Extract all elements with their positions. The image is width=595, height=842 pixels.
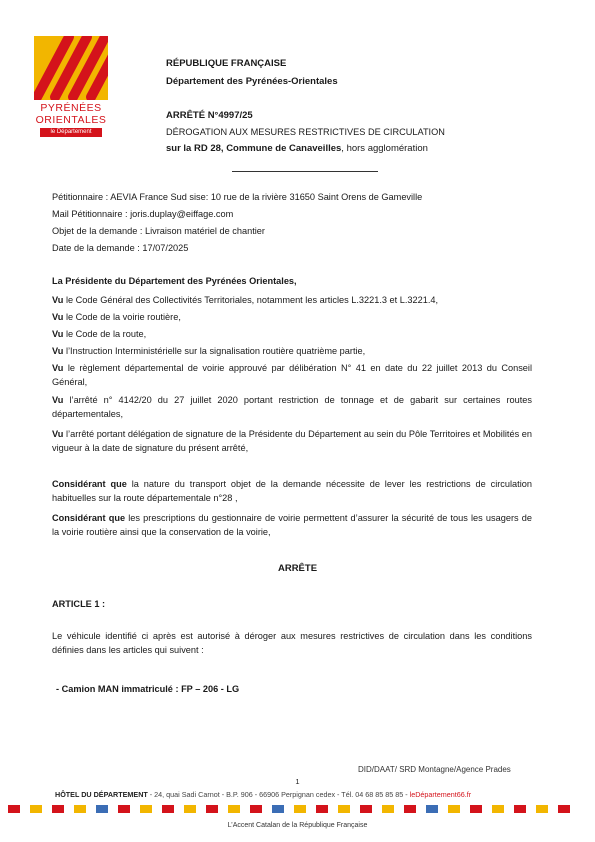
subject-line1: DÉROGATION AUX MESURES RESTRICTIVES DE CIRCULATION [166, 127, 445, 137]
vu-item: Vu l’arrêté portant délégation de signature de la Présidente du Département au sein du Pôle Territoires et Mobilités en vigueur à la date de signature du présent arrêté, [52, 429, 532, 453]
footer-address-text: - 24, quai Sadi Carnot - B.P. 906 - 66906 Perpignan cedex - Tél. 04 68 85 85 85 - [147, 790, 410, 799]
vu-item: Vu le règlement départemental de voirie approuvé par délibération N° 41 en date du 22 juillet 2013 du Conseil Général, [52, 363, 532, 387]
considerant-item: Considérant que la nature du transport objet de la demande nécessite de lever les restrictions de circulation habituelles sur la route départementale n°28 , [52, 479, 532, 503]
footer-tagline: L’Accent Catalan de la République Française [227, 822, 368, 829]
department-logo [34, 36, 108, 136]
subject-suffix: , hors agglomération [341, 143, 428, 154]
vu-item: Vu le Code de la voirie routière, [52, 312, 181, 322]
vu-item: Vu l’Instruction Interministérielle sur la signalisation routière quatrième partie, [52, 346, 366, 356]
arrete-heading: ARRÊTE [277, 563, 318, 574]
date-line: Date de la demande : 17/07/2025 [52, 243, 189, 253]
subject-location: sur la RD 28, Commune de Canaveilles [166, 143, 342, 154]
department-heading: Département des Pyrénées-Orientales [166, 76, 338, 87]
petitioner-line: Pétitionnaire : AEVIA France Sud sise: 10 rue de la rivière 31650 Saint Orens de Gameville [52, 192, 423, 202]
vu-item: Vu l’arrêté n° 4142/20 du 27 juillet 2020 portant restriction de tonnage et de gabarit sur certaines routes départementales, [52, 395, 532, 419]
article1-title: ARTICLE 1 : [52, 599, 106, 609]
vehicle-line: - Camion MAN immatriculé : FP – 206 - LG [56, 684, 240, 694]
vu-item: Vu le Code Général des Collectivités Territoriales, notamment les articles L.3221.3 et L.3221.4, [52, 295, 439, 305]
object-line: Objet de la demande : Livraison matériel de chantier [52, 226, 265, 236]
website-link[interactable]: leDépartement66.fr [409, 790, 472, 799]
footer-address-title: HÔTEL DU DÉPARTEMENT [55, 790, 148, 799]
logo-line2: ORIENTALES [35, 114, 107, 126]
considerant-item: Considérant que les prescriptions du gestionnaire de voirie permettent d’assurer la sécurité de tous les usagers de la voirie routière ainsi que la conservation de la voirie, [52, 513, 532, 537]
logo-catalan-stripes [34, 36, 108, 100]
footer-color-band [8, 805, 588, 813]
logo-tag: le Département [40, 128, 102, 137]
mail-line: Mail Pétitionnaire : joris.duplay@eiffage.com [52, 209, 234, 219]
vu-item: Vu le Code de la route, [52, 329, 147, 339]
service-reference: DID/DAAT/ SRD Montagne/Agence Prades [358, 765, 511, 774]
subject-line2 [166, 143, 428, 154]
page-number: 1 [295, 777, 300, 786]
header-divider [232, 171, 378, 172]
arrete-number: ARRÊTÉ N°4997/25 [166, 110, 253, 121]
president-line: La Présidente du Département des Pyrénées Orientales, [52, 276, 297, 286]
logo-line1: PYRÉNÉES [40, 102, 102, 114]
footer-address [55, 790, 471, 799]
article1-text: Le véhicule identifié ci après est autorisé à déroger aux mesures restrictives de circulation dans les conditions définies dans les articles qui suivent : [52, 631, 532, 655]
republic-heading: RÉPUBLIQUE FRANÇAISE [166, 58, 287, 69]
